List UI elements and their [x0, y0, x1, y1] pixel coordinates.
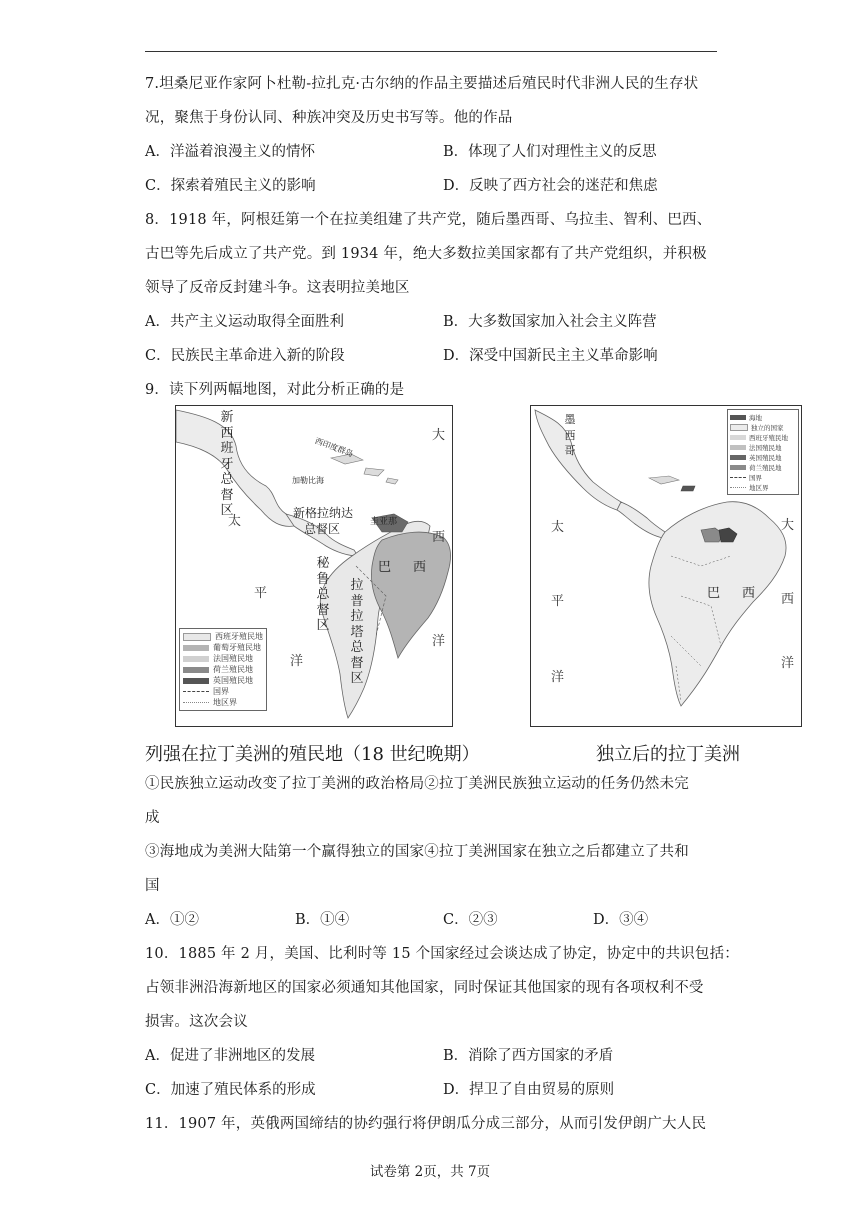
legend2-france: 法国殖民地: [749, 443, 782, 452]
legend2-swatch-france: [730, 445, 746, 450]
page-footer: 试卷第 2页，共 7页: [369, 1164, 491, 1180]
legend-britain: 英国殖民地: [213, 676, 253, 685]
label-pacific-1: 太: [228, 514, 242, 529]
question-8-line-3: 领导了反帝反封建斗争。这表明拉美地区: [145, 280, 410, 296]
legend-swatch-britain: [183, 678, 209, 684]
q9-option-b[interactable]: B．①④: [295, 912, 350, 928]
q8-option-b[interactable]: B．大多数国家加入社会主义阵营: [443, 314, 657, 330]
label-caribbean: 加勒比海: [292, 476, 324, 485]
question-10-line-2: 占领非洲沿海新地区的国家必须通知其他国家，同时保证其他国家的现有各项权利不受: [145, 980, 704, 996]
q7-option-b[interactable]: B．体现了人们对理性主义的反思: [443, 144, 657, 160]
q9-statement-line-2: 成: [145, 810, 160, 826]
map-left-caption: 列强在拉丁美洲的殖民地（18 世纪晚期）: [145, 744, 480, 765]
legend-region: 地区界: [213, 698, 237, 707]
label-atlantic-1: 大: [432, 428, 446, 443]
label-guiana: 圭亚那: [370, 517, 398, 527]
question-10-line-1: 10．1885 年 2 月，美国、比利时等 15 个国家经过会谈达成了协定，协定中的共识包括：: [145, 946, 739, 962]
legend2-border: 国界: [749, 473, 762, 482]
legend-swatch-border: [183, 691, 209, 692]
map-right-caption: 独立后的拉丁美洲: [596, 744, 740, 765]
q8-option-d[interactable]: D．深受中国新民主主义革命影响: [443, 348, 658, 364]
q7-option-d[interactable]: D．反映了西方社会的迷茫和焦虑: [443, 178, 658, 194]
legend2-swatch-independent: [730, 424, 748, 431]
label-pacific-2-right: 平: [551, 594, 565, 609]
label-new-granada: 新格拉纳达: [293, 506, 354, 520]
label-brazil-right: 巴西: [707, 586, 778, 601]
legend-swatch-france: [183, 656, 209, 662]
header-rule: [145, 51, 717, 52]
q10-option-b[interactable]: B．消除了西方国家的矛盾: [443, 1048, 614, 1064]
label-atlantic-1-right: 大: [781, 518, 795, 533]
legend-swatch-portugal: [183, 645, 209, 651]
q9-statement-line-1: ①民族独立运动改变了拉丁美洲的政治格局②拉丁美洲民族独立运动的任务仍然未完: [145, 776, 689, 792]
label-new-spain: 新西班牙总督区: [220, 410, 234, 518]
label-peru: 秘鲁总督区: [316, 556, 330, 633]
q10-option-d[interactable]: D．捍卫了自由贸易的原则: [443, 1082, 615, 1098]
legend2-swatch-region: [730, 487, 746, 488]
legend-france: 法国殖民地: [213, 654, 253, 663]
legend-swatch-region: [183, 702, 209, 703]
legend-portugal: 葡萄牙殖民地: [213, 643, 261, 652]
q9-option-c[interactable]: C．②③: [443, 912, 498, 928]
q8-option-a[interactable]: A．共产主义运动取得全面胜利: [145, 314, 344, 330]
question-7-line-1: 7.坦桑尼亚作家阿卜杜勒-拉扎克·古尔纳的作品主要描述后殖民时代非洲人民的生存状: [145, 76, 699, 92]
question-11-line-1: 11．1907 年，英俄两国缔结的协约强行将伊朗瓜分成三部分，从而引发伊朗广大人民: [145, 1116, 707, 1132]
label-atlantic-2: 西: [432, 530, 446, 545]
q9-statement-line-4: 国: [145, 878, 160, 894]
label-pacific-1-right: 太: [551, 520, 565, 535]
q8-option-c[interactable]: C．民族民主革命进入新的阶段: [145, 348, 345, 364]
q7-option-a[interactable]: A．洋溢着浪漫主义的情怀: [145, 144, 315, 160]
label-la-plata: 拉普拉塔总督区: [350, 578, 364, 686]
legend2-swatch-haiti: [730, 415, 746, 420]
label-atlantic-2-right: 西: [781, 592, 795, 607]
q7-option-c[interactable]: C．探索着殖民主义的影响: [145, 178, 316, 194]
label-pacific-3-right: 洋: [551, 670, 565, 685]
legend-border: 国界: [213, 687, 229, 696]
legend2-haiti: 海地: [749, 413, 762, 422]
question-8-line-1: 8．1918 年，阿根廷第一个在拉美组建了共产党，随后墨西哥、乌拉圭、智利、巴西、: [145, 212, 712, 228]
label-west-indies: 西印度群岛: [313, 436, 355, 459]
map-after-independence: [530, 405, 802, 727]
legend2-britain: 英国殖民地: [749, 453, 782, 462]
legend2-swatch-spain: [730, 435, 746, 440]
legend2-independent: 独立的国家: [751, 423, 784, 432]
question-7-line-2: 况，聚焦于身份认同、种族冲突及历史书写等。他的作品: [145, 110, 513, 126]
map-left-legend: [179, 628, 267, 711]
map-colonies-18th-century: [175, 405, 453, 727]
q10-option-c[interactable]: C．加速了殖民体系的形成: [145, 1082, 316, 1098]
label-viceroyalty: 总督区: [304, 522, 341, 536]
q9-option-d[interactable]: D．③④: [593, 912, 649, 928]
legend2-swatch-netherlands: [730, 465, 746, 470]
question-8-line-2: 古巴等先后成立了共产党。到 1934 年，绝大多数拉美国家都有了共产党组织，并积极: [145, 246, 707, 262]
legend2-netherlands: 荷兰殖民地: [749, 463, 782, 472]
label-pacific-3: 洋: [290, 654, 304, 669]
legend-netherlands: 荷兰殖民地: [213, 665, 253, 674]
q9-statement-line-3: ③海地成为美洲大陆第一个赢得独立的国家④拉丁美洲国家在独立之后都建立了共和: [145, 844, 689, 860]
map-right-legend: [727, 409, 799, 495]
label-atlantic-3: 洋: [432, 634, 446, 649]
legend-spain: 西班牙殖民地: [215, 632, 263, 641]
legend-swatch-netherlands: [183, 667, 209, 673]
legend2-region: 地区界: [749, 483, 769, 492]
label-brazil: 巴西: [378, 560, 449, 575]
legend2-swatch-border: [730, 477, 746, 478]
legend-swatch-spain: [183, 633, 211, 641]
legend2-spain: 西班牙殖民地: [749, 433, 788, 442]
q10-option-a[interactable]: A．促进了非洲地区的发展: [145, 1048, 315, 1064]
legend2-swatch-britain: [730, 455, 746, 460]
question-9-stem: 9．读下列两幅地图，对此分析正确的是: [145, 382, 405, 398]
q9-option-a[interactable]: A．①②: [145, 912, 199, 928]
question-10-line-3: 损害。这次会议: [145, 1014, 248, 1030]
label-pacific-2: 平: [254, 586, 268, 601]
label-atlantic-3-right: 洋: [781, 656, 795, 671]
label-mexico: 墨西哥: [564, 413, 576, 457]
